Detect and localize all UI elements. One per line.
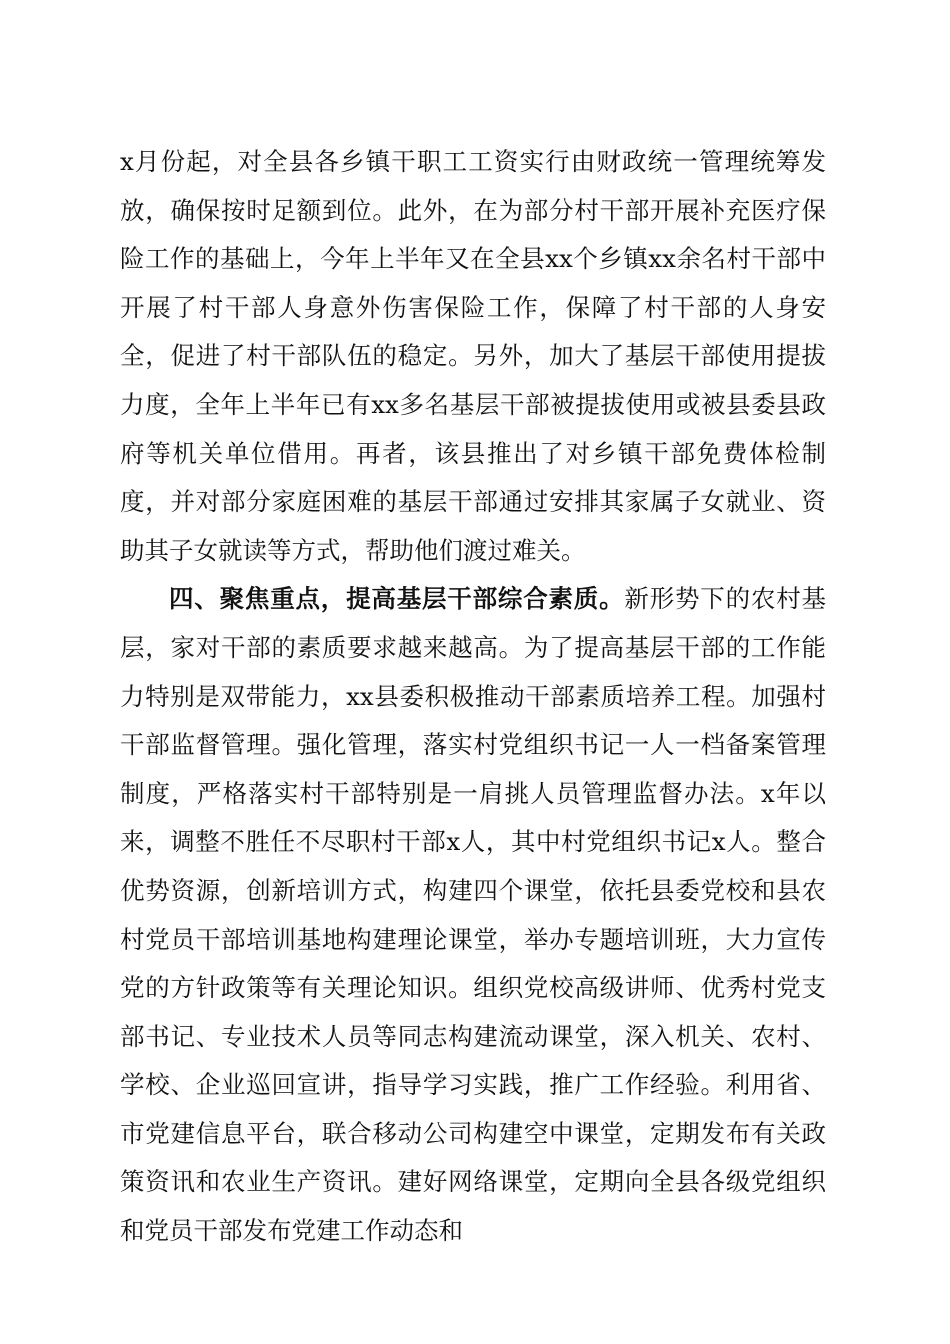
paragraph-section-four [120, 575, 826, 1255]
section-body-text: 新形势下的农村基层，家对干部的素质要求越来越高。为了提高基层干部的工作能力特别是双带能力，xx县委积极推动干部素质培养工程。加强村干部监督管理。强化管理，落实村党组织书记一人一档备案管理制度，严格落实村干部特别是一肩挑人员管理监督办法。x年以来，调整不胜任不尽职村干部x人，其中村党组织书记x人。整合优势资源，创新培训方式，构建四个课堂，依托县委党校和县农村党员干部培训基地构建理论课堂，举办专题培训班，大力宣传党的方针政策等有关理论知识。组织党校高级讲师、优秀村党支部书记、专业技术人员等同志构建流动课堂，深入机关、农村、学校、企业巡回宣讲，指导学习实践，推广工作经验。利用省、市党建信息平台，联合移动公司构建空中课堂，定期发布有关政策资讯和农业生产资讯。建好网络课堂，定期向全县各级党组织和党员干部发布党建工作动态和 [120, 584, 827, 1246]
document-body [120, 138, 826, 1256]
section-heading: 四、聚焦重点，提高基层干部综合素质。 [169, 584, 625, 614]
paragraph-continuation: x月份起，对全县各乡镇干职工工资实行由财政统一管理统筹发放，确保按时足额到位。此外，在为部分村干部开展补充医疗保险工作的基础上，今年上半年又在全县xx个乡镇xx余名村干部中开展了村干部人身意外伤害保险工作，保障了村干部的人身安全，促进了村干部队伍的稳定。另外，加大了基层干部使用提拔力度，全年上半年已有xx多名基层干部被提拔使用或被县委县政府等机关单位借用。再者，该县推出了对乡镇干部免费体检制度，并对部分家庭困难的基层干部通过安排其家属子女就业、资助其子女就读等方式，帮助他们渡过难关。 [120, 147, 826, 565]
